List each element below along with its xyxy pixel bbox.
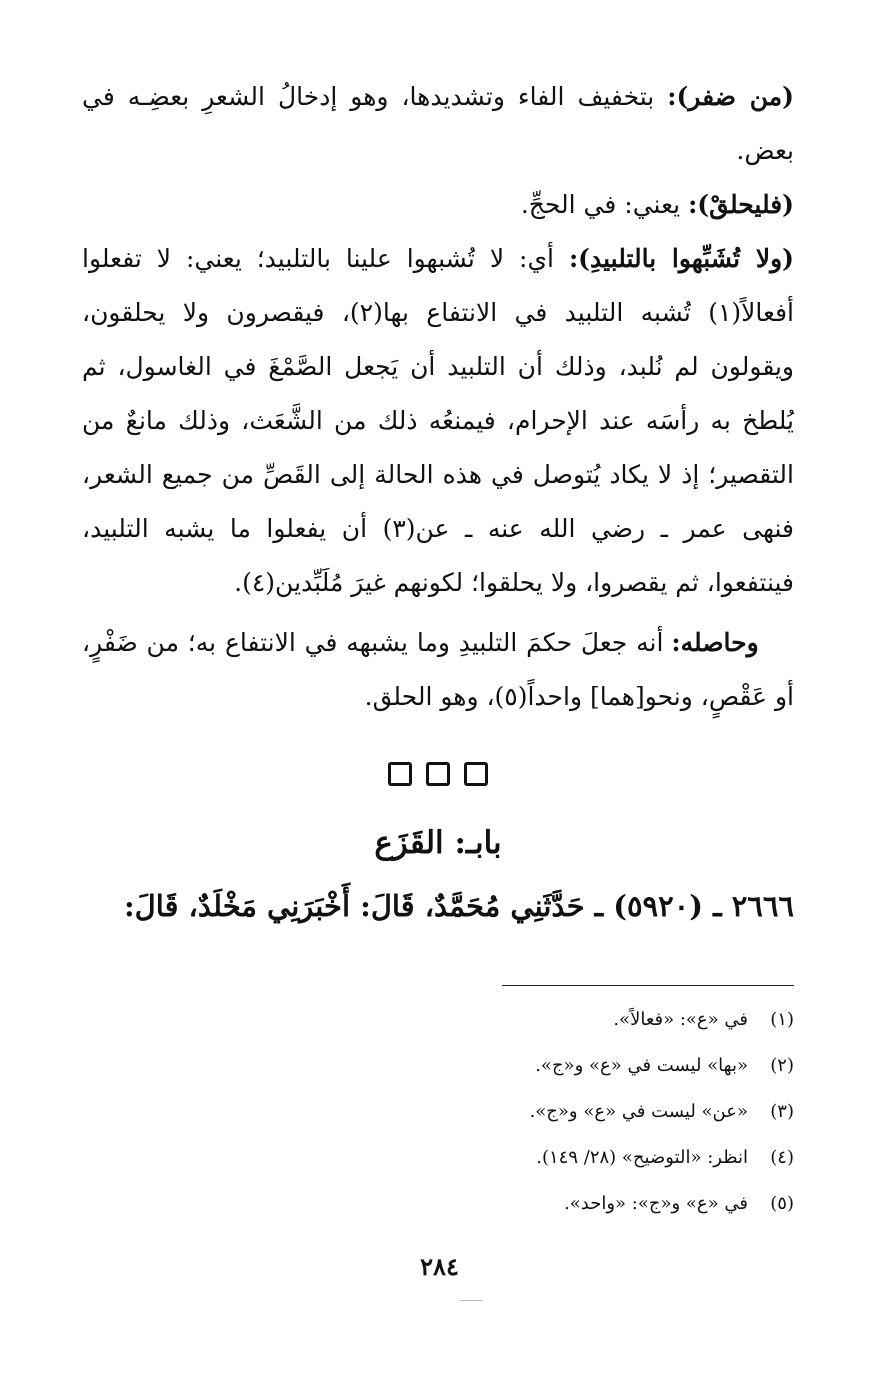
footnote bbox=[194, 1046, 794, 1092]
square-ornament-icon bbox=[388, 762, 412, 786]
page-number: ٢٨٤ bbox=[420, 1252, 459, 1281]
term: (فليحلقْ): bbox=[688, 190, 794, 219]
page-body bbox=[82, 70, 794, 932]
paragraph-text: أنه جعلَ حكمَ التلبيدِ وما يشبهه في الانتفاع به؛ من ضَفْرٍ، أو عَقْصٍ، ونحو[هما] واحداً(٥)، وهو الحلق. bbox=[82, 628, 794, 711]
footnote-number: (١) bbox=[770, 1009, 794, 1030]
paragraph-text: بتخفيف الفاء وتشديدها، وهو إدخالُ الشعرِ بعضِـه في بعض. bbox=[82, 82, 794, 165]
paragraph-talbid bbox=[82, 232, 794, 610]
footnote-text: «عن» ليست في «ع» و«ج». bbox=[529, 1101, 748, 1122]
paragraph-dafr bbox=[82, 70, 794, 178]
footnote-number: (٢) bbox=[770, 1055, 794, 1076]
section-divider-ornament bbox=[82, 752, 794, 796]
footnote-text: انظر: «التوضيح» (٢٨/ ١٤٩). bbox=[536, 1147, 748, 1168]
footnote bbox=[194, 1000, 794, 1046]
term: (من ضفر): bbox=[667, 82, 794, 111]
square-ornament-icon bbox=[426, 762, 450, 786]
paragraph-falyahliq bbox=[82, 178, 794, 232]
footnote bbox=[194, 1092, 794, 1138]
scan-mark bbox=[460, 1300, 482, 1301]
term: وحاصله: bbox=[671, 628, 759, 657]
footnote-number: (٥) bbox=[770, 1193, 794, 1214]
square-ornament-icon bbox=[464, 762, 488, 786]
footnote bbox=[194, 1184, 794, 1230]
paragraph-text: أي: لا تُشبهوا علينا بالتلبيد؛ يعني: لا تفعلوا أفعالاً(١) تُشبه التلبيد في الانتفاع بها(٢)، فيقصرون ولا يحلقون، ويقولون لم نُلبد، وذلك أن التلبيد أن يَجعل الصَّمْغَ في الغاسول، ثم يُلطخ به رأسَه عند الإحرام، فيمنعُه ذلك من الشَّعَث، وذلك مانعٌ من التقصير؛ إذ لا يكاد يُتوصل في هذه الحالة إلى القَصِّ من جميع الشعر، فنهى عمر ـ رضي الله عنه ـ عن(٣) أن يفعلوا ما يشبه التلبيد، فينتفعوا، ثم يقصروا، ولا يحلقوا؛ لكونهم غيرَ مُلَبِّدين(٤). bbox=[82, 244, 794, 597]
chapter-title: بابـ: القَزَع bbox=[374, 825, 502, 861]
footnote-number: (٣) bbox=[770, 1101, 794, 1122]
paragraph-hasiluh bbox=[82, 616, 794, 724]
paragraph-text: يعني: في الحجِّ. bbox=[520, 190, 689, 219]
footnote-text: في «ع» و«ج»: «واحد». bbox=[564, 1193, 748, 1214]
footnote bbox=[194, 1138, 794, 1184]
footnotes bbox=[194, 1000, 794, 1230]
term: (ولا تُشَبِّهوا بالتلبيدِ): bbox=[568, 244, 794, 273]
hadith-line: ٢٦٦٦ ـ (٥٩٢٠) ـ حَدَّثَنِي مُحَمَّدٌ، قَالَ: أَخْبَرَنِي مَخْلَدٌ، قَالَ: bbox=[123, 889, 794, 923]
footnote-number: (٤) bbox=[770, 1147, 794, 1168]
footnote-divider bbox=[502, 985, 794, 986]
footnote-text: «بها» ليست في «ع» و«ج». bbox=[535, 1055, 748, 1076]
footnote-text: في «ع»: «فعالاً». bbox=[613, 1009, 748, 1030]
